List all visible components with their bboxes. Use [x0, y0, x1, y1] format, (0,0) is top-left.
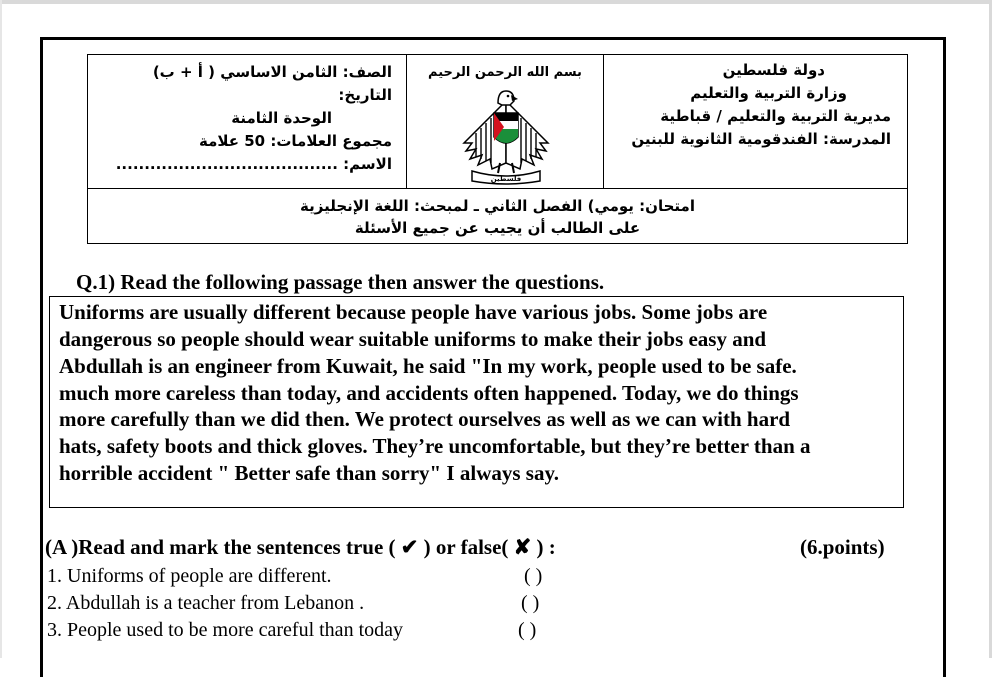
page-left-edge	[0, 0, 2, 658]
section-a-instruction: (A )Read and mark the sentences true ( ✔ ) or false( ✘ ) :	[45, 535, 556, 559]
question-1-title: Q.1) Read the following passage then answer the questions.	[76, 270, 605, 294]
page-top-edge	[0, 0, 992, 4]
passage-line: hats, safety boots and thick gloves. They’re uncomfortable, but they’re better than a	[59, 434, 811, 458]
exam-title: امتحان: يومي) الفصل الثاني ـ لمبحث: اللغة الإنجليزية	[300, 197, 695, 215]
state-name: دولة فلسطين	[722, 61, 825, 79]
header-emblem-cell	[407, 55, 604, 189]
reading-passage-box	[49, 296, 904, 508]
basmala: بسم الله الرحمن الرحيم	[428, 65, 582, 80]
passage-line: dangerous so people should wear suitable uniforms to make their jobs easy and	[59, 327, 767, 351]
school-name: المدرسة: الفندقومية الثانوية للبنين	[631, 130, 891, 148]
passage-line: horrible accident " Better safe than sorry" I always say.	[59, 461, 560, 485]
true-false-item: 1. Uniforms of people are different.	[47, 565, 332, 587]
student-name-field: الاسم: .......................................	[115, 155, 392, 173]
palestine-eagle-emblem-icon	[454, 83, 558, 187]
passage-line: much more careless than today, and accidents often happened. Today, we do things	[59, 381, 799, 405]
directorate-name: مديرية التربية والتعليم / قباطية	[660, 107, 891, 125]
true-false-item: 2. Abdullah is a teacher from Lebanon .	[47, 592, 365, 614]
header-institution-cell	[604, 55, 907, 189]
class-info-lines	[116, 61, 392, 176]
ministry-name: وزارة التربية والتعليم	[690, 84, 847, 102]
date-label: التاريخ:	[338, 86, 392, 104]
emblem-banner-text: فلسطين	[490, 175, 522, 183]
section-a-points: (6.points)	[800, 535, 885, 559]
answer-blank[interactable]: ( )	[521, 592, 540, 614]
header-class-info-cell	[88, 55, 407, 189]
header-top-row	[88, 55, 907, 189]
true-false-item: 3. People used to be more careful than today	[47, 619, 403, 641]
answer-blank[interactable]: ( )	[518, 619, 537, 641]
institution-lines	[631, 59, 891, 151]
passage-line: more carefully than we did then. We protect ourselves as well as we can with hard	[59, 407, 791, 431]
passage-line: Uniforms are usually different because people have various jobs. Some jobs are	[59, 300, 768, 324]
total-marks-label: مجموع العلامات: 50 علامة	[199, 132, 392, 150]
unit-label: الوحدة الثامنة	[231, 109, 332, 127]
exam-header-table	[87, 54, 908, 244]
header-exam-row	[88, 189, 907, 245]
exam-instruction: على الطالب أن يجيب عن جميع الأسئلة	[354, 219, 641, 237]
answer-blank[interactable]: ( )	[524, 565, 543, 587]
class-label: الصف: الثامن الاساسي ( أ + ب)	[152, 63, 392, 81]
passage-line: Abdullah is an engineer from Kuwait, he said "In my work, people used to be safe.	[59, 354, 797, 378]
